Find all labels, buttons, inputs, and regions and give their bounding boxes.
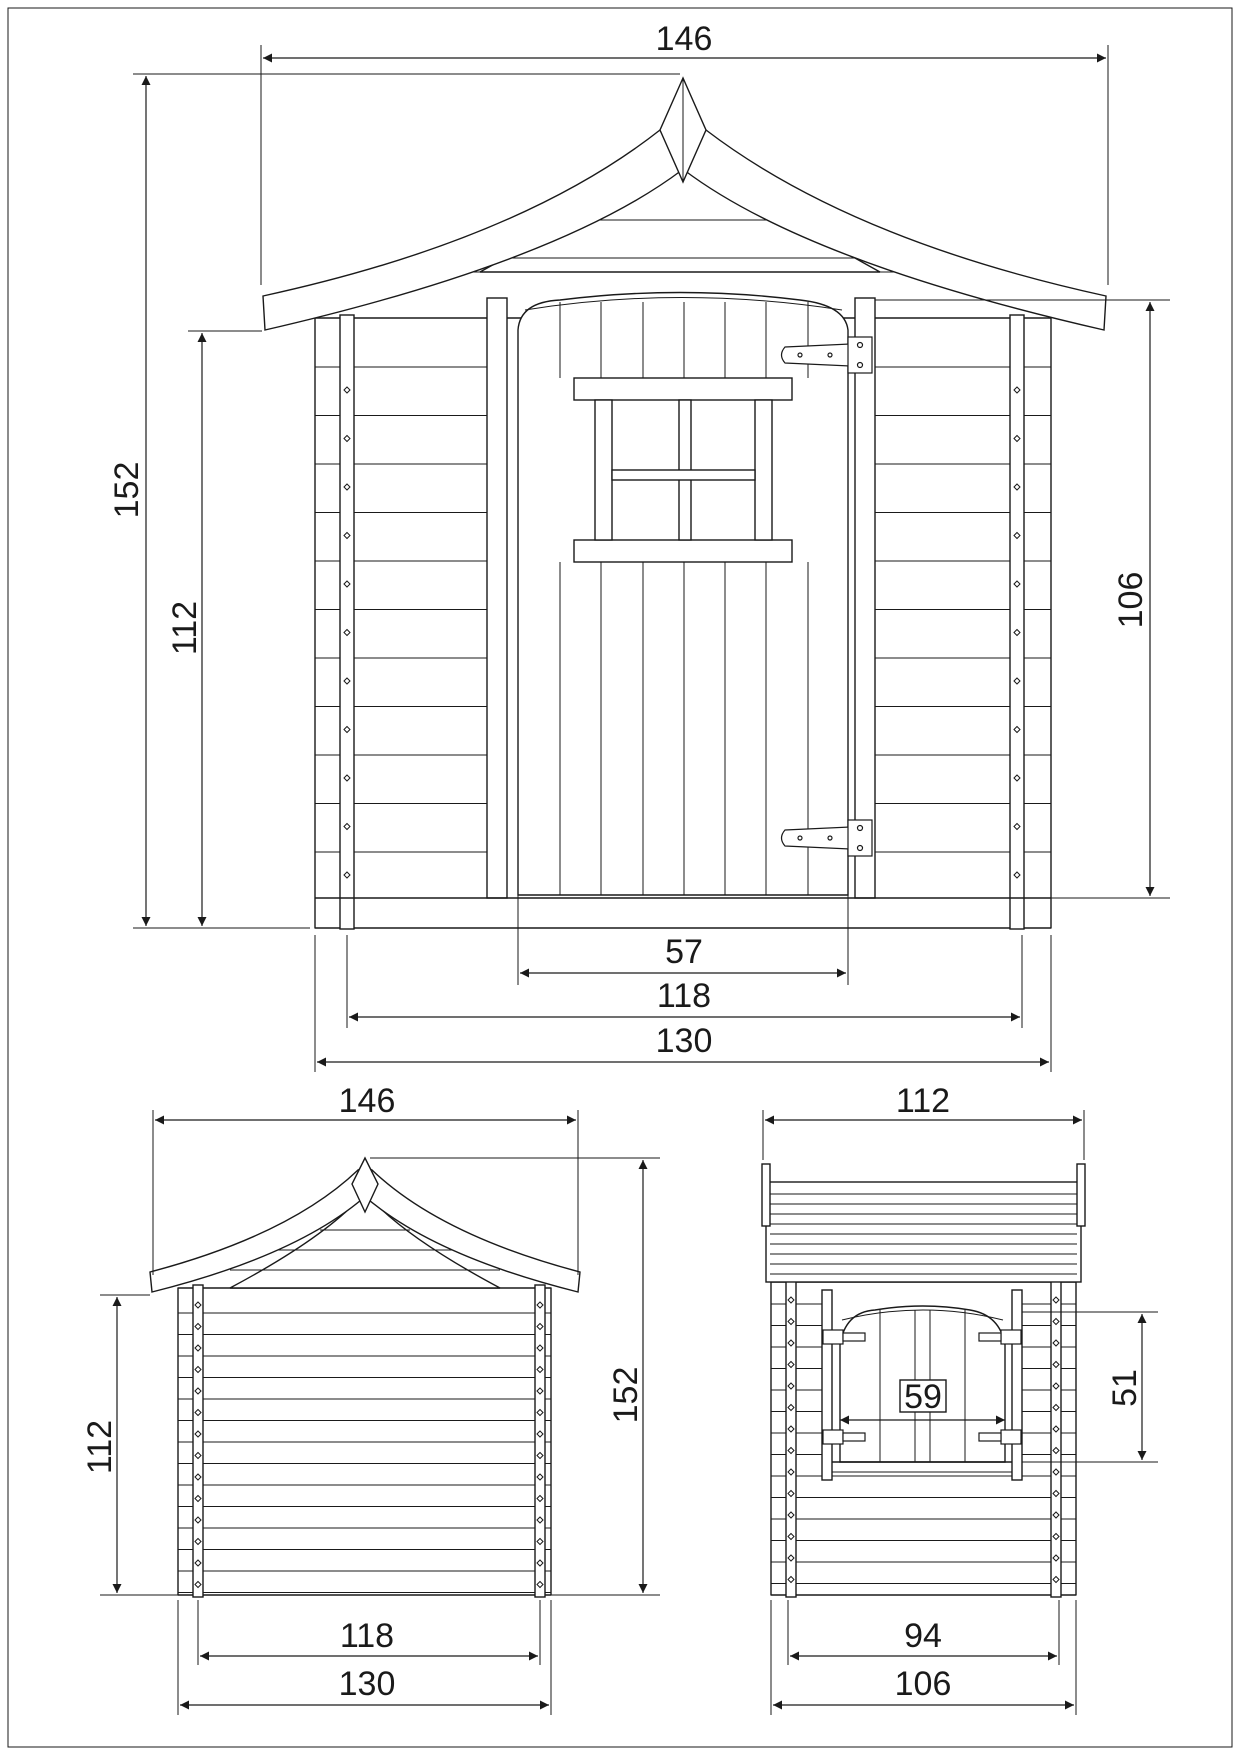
front-base-width-label: 130	[655, 1022, 713, 1060]
side-roof	[150, 1158, 580, 1292]
right-corner-post	[1010, 315, 1024, 929]
side-wall	[178, 1285, 551, 1597]
back-base-width-label: 106	[894, 1665, 952, 1703]
side-total-height-label: 152	[607, 1366, 645, 1424]
door-window-bottom-bar	[574, 540, 792, 562]
side-view	[81, 1082, 660, 1715]
side-wall-height-label: 112	[81, 1419, 119, 1475]
back-window-height-label: 51	[1106, 1369, 1144, 1407]
front-door-width-label: 57	[665, 933, 703, 971]
side-base-width-label: 130	[338, 1665, 396, 1703]
front-view	[108, 20, 1170, 1072]
door-frame-left	[487, 298, 507, 898]
front-wall-height-label: 112	[166, 600, 204, 656]
front-door-height-label: 106	[1112, 571, 1150, 629]
front-door	[518, 293, 872, 896]
front-inner-width-label: 118	[656, 977, 712, 1015]
left-corner-post	[340, 315, 354, 929]
side-inner-width-label: 118	[339, 1617, 395, 1655]
back-roof	[762, 1164, 1085, 1282]
front-total-height-label: 152	[108, 461, 146, 519]
back-window-width-label: 59	[904, 1378, 942, 1416]
front-roof-width-label: 146	[655, 20, 713, 58]
door-window-top-bar	[574, 378, 792, 400]
back-inner-width-label: 94	[904, 1617, 942, 1655]
back-view	[762, 1082, 1158, 1715]
side-roof-width-label: 146	[338, 1082, 396, 1120]
door-frame-right	[855, 298, 875, 898]
back-roof-width-label: 112	[895, 1082, 951, 1120]
